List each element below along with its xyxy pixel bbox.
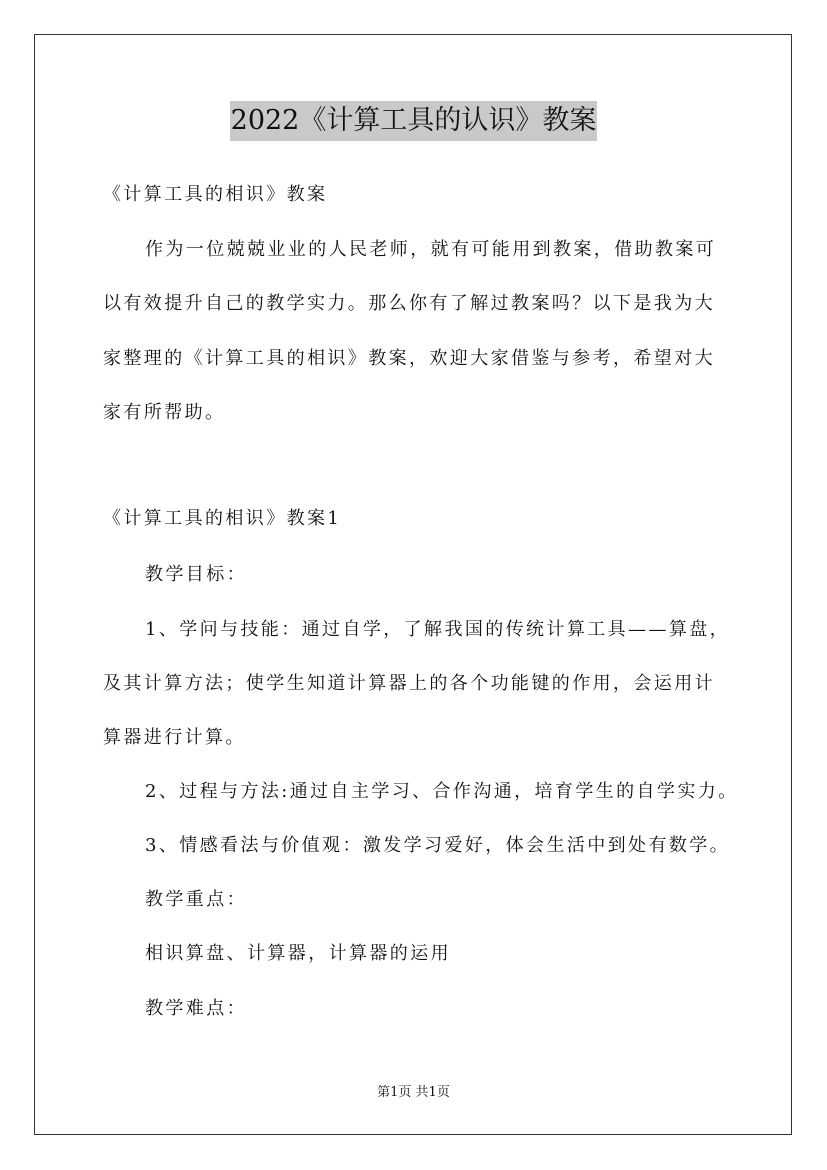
body-line-key-points-content: 相识算盘、计算器，计算器的运用 bbox=[145, 943, 451, 964]
body-line-objectives: 教学目标： bbox=[145, 564, 247, 585]
body-line-knowledge-cont-2: 算器进行计算。 bbox=[103, 727, 246, 748]
section-heading: 《计算工具的相识》教案1 bbox=[103, 508, 342, 529]
document-subtitle: 《计算工具的相识》教案 bbox=[103, 184, 328, 205]
intro-line-3: 家整理的《计算工具的相识》教案，欢迎大家借鉴与参考，希望对大 bbox=[103, 348, 715, 369]
body-line-process: 2、过程与方法:通过自主学习、合作沟通，培育学生的自学实力。 bbox=[145, 781, 739, 802]
body-line-difficulties: 教学难点： bbox=[145, 998, 247, 1019]
title-container bbox=[0, 101, 827, 141]
body-line-knowledge-cont-1: 及其计算方法；使学生知道计算器上的各个功能键的作用，会运用计 bbox=[103, 673, 715, 694]
intro-line-4: 家有所帮助。 bbox=[103, 402, 226, 423]
body-line-knowledge: 1、学问与技能：通过自学，了解我国的传统计算工具——算盘， bbox=[145, 619, 731, 640]
document-title: 2022《计算工具的认识》教案 bbox=[230, 101, 598, 141]
body-line-key-points: 教学重点： bbox=[145, 889, 247, 910]
intro-line-2: 以有效提升自己的教学实力。那么你有了解过教案吗？以下是我为大 bbox=[103, 293, 715, 314]
body-line-emotion: 3、情感看法与价值观：激发学习爱好，体会生活中到处有数学。 bbox=[145, 835, 731, 856]
intro-line-1: 作为一位兢兢业业的人民老师，就有可能用到教案，借助教案可 bbox=[145, 239, 717, 260]
page-footer: 第1页 共1页 bbox=[377, 1085, 450, 1100]
